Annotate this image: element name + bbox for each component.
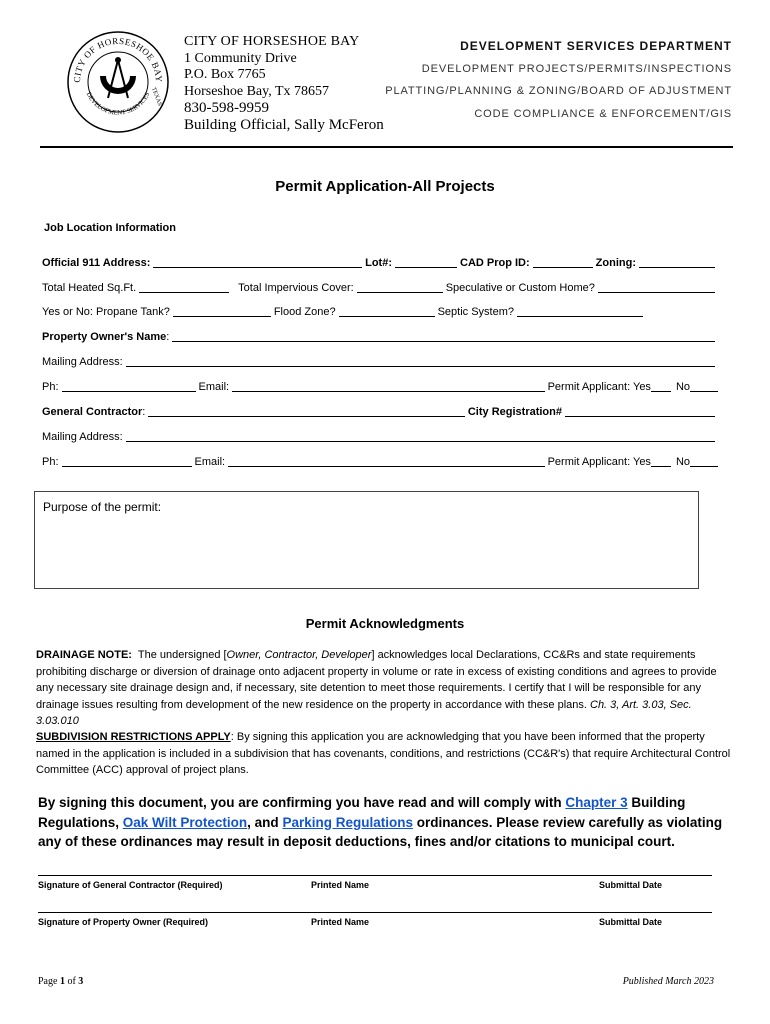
contractor-mailing-field[interactable] bbox=[126, 430, 715, 442]
owner-mailing-label: Mailing Address: bbox=[42, 356, 123, 368]
agreement-text-3: , and bbox=[247, 814, 283, 830]
owner-phone-field[interactable] bbox=[62, 380, 196, 392]
contractor-signature-line[interactable] bbox=[38, 875, 712, 876]
page-current: 1 bbox=[59, 976, 65, 987]
acknowledgments-title: Permit Acknowledgments bbox=[305, 616, 465, 631]
owner-mailing-field[interactable] bbox=[126, 355, 715, 367]
contractor-submittal-date-label: Submittal Date bbox=[599, 880, 663, 890]
heated-sqft-label: Total Heated Sq.Ft. bbox=[42, 282, 137, 294]
agreement-statement bbox=[38, 793, 738, 852]
job-location-label: Job Location Information bbox=[44, 222, 176, 234]
owner-phone-label: Ph: bbox=[42, 381, 59, 393]
propane-field[interactable] bbox=[173, 305, 271, 317]
address-line-2: P.O. Box 7765 bbox=[184, 67, 266, 82]
impervious-label: Total Impervious Cover: bbox=[238, 282, 354, 294]
yes-no-row bbox=[42, 305, 646, 318]
contractor-applicant-no-label: No bbox=[675, 456, 690, 468]
svg-text:CITY OF HORSESHOE BAY: CITY OF HORSESHOE BAY bbox=[71, 35, 165, 83]
owner-applicant-yes-label: Permit Applicant: Yes bbox=[547, 381, 651, 393]
owner-email-field[interactable] bbox=[232, 380, 545, 392]
owner-signature-label: Signature of Property Owner (Required) bbox=[38, 917, 209, 927]
department-line-4: CODE COMPLIANCE & ENFORCEMENT/GIS bbox=[474, 107, 732, 120]
flood-zone-field[interactable] bbox=[339, 305, 435, 317]
cad-label: CAD Prop ID: bbox=[460, 257, 530, 269]
square-footage-row bbox=[42, 281, 718, 294]
owner-name-row: Property Owner's Name : bbox=[42, 330, 718, 343]
contractor-label: General Contractor bbox=[42, 406, 143, 418]
zoning-label: Zoning: bbox=[595, 257, 636, 269]
contractor-contact-row bbox=[42, 455, 718, 468]
contractor-applicant-yes-field[interactable] bbox=[651, 455, 671, 467]
drainage-text-a: The undersigned [ bbox=[137, 649, 227, 661]
department-line-3: PLATTING/PLANNING & ZONING/BOARD OF ADJUSTMENT bbox=[385, 85, 732, 97]
drainage-citation: Ch. 3, Art. 3.03, Sec. 3.03.010 bbox=[36, 698, 692, 727]
department-line-2: DEVELOPMENT PROJECTS/PERMITS/INSPECTIONS bbox=[421, 62, 732, 75]
owner-applicant-no-label: No bbox=[675, 381, 690, 393]
contractor-email-label: Email: bbox=[194, 456, 226, 468]
department-block bbox=[385, 35, 732, 125]
heated-sqft-field[interactable] bbox=[139, 281, 229, 293]
parking-regulations-link[interactable]: Parking Regulations bbox=[282, 814, 413, 830]
impervious-field[interactable] bbox=[357, 281, 443, 293]
zoning-field[interactable] bbox=[639, 256, 715, 268]
purpose-textbox[interactable] bbox=[34, 491, 699, 589]
city-contact-block bbox=[184, 34, 384, 133]
svg-text:TEXAS: TEXAS bbox=[150, 86, 163, 107]
city-name: CITY OF HORSESHOE BAY bbox=[184, 34, 360, 49]
published-date: Published March 2023 bbox=[622, 976, 714, 987]
drainage-text-c: ] acknowledges local Declarations, CC&Rs and state requirements prohibiting discharge or diversion of drainage onto adjacent property in volume or rate in excess of existing conditions and agrees to provide any necessary site drainage design and, if necessary, site detention to meet those requirements. I certify that I will be responsible for any drainage issues resulting from development of the new residence on the property in accordance with these plans. bbox=[36, 649, 717, 711]
cad-field[interactable] bbox=[533, 256, 593, 268]
page-title: Permit Application-All Projects bbox=[275, 178, 495, 195]
header-divider bbox=[40, 146, 733, 148]
drainage-note bbox=[36, 647, 732, 730]
address-row bbox=[42, 256, 718, 269]
septic-label: Septic System? bbox=[437, 306, 514, 318]
owner-applicant-yes-field[interactable] bbox=[651, 380, 671, 392]
contractor-phone-field[interactable] bbox=[62, 455, 192, 467]
owner-mailing-row bbox=[42, 355, 718, 368]
purpose-label: Purpose of the permit: bbox=[43, 500, 162, 514]
speculative-label: Speculative or Custom Home? bbox=[445, 282, 595, 294]
svg-text:DEVELOPMENT SERVICES: DEVELOPMENT SERVICES bbox=[84, 91, 152, 117]
owner-email-label: Email: bbox=[198, 381, 230, 393]
city-seal-logo bbox=[66, 30, 170, 134]
address-label: Official 911 Address: bbox=[42, 257, 151, 269]
contractor-signature-label: Signature of General Contractor (Required) bbox=[38, 880, 223, 890]
page-prefix: Page bbox=[38, 976, 60, 987]
owner-name-field[interactable] bbox=[172, 330, 715, 342]
subdivision-note bbox=[36, 729, 732, 779]
agreement-text-4: ordinances. Please review carefully as violating any of these ordinances may result in deposit deductions, fines and/or citations to municipal court. bbox=[38, 814, 723, 849]
chapter-3-link[interactable]: Chapter 3 bbox=[565, 795, 628, 810]
contractor-applicant-yes-label: Permit Applicant: Yes bbox=[547, 456, 651, 468]
lot-label: Lot#: bbox=[365, 257, 392, 269]
agreement-text-2: Building Regulations, bbox=[38, 795, 686, 830]
address-line-1: 1 Community Drive bbox=[184, 50, 297, 66]
flood-zone-label: Flood Zone? bbox=[273, 306, 336, 318]
owner-contact-row bbox=[42, 380, 718, 393]
contractor-printed-name-label: Printed Name bbox=[311, 880, 370, 890]
contractor-phone-label: Ph: bbox=[42, 456, 59, 468]
contractor-applicant-no-field[interactable] bbox=[690, 455, 718, 467]
lot-field[interactable] bbox=[395, 256, 457, 268]
drainage-note-title: DRAINAGE NOTE: bbox=[36, 649, 132, 661]
building-official: Building Official, Sally McFeron bbox=[184, 116, 384, 133]
drainage-text-parties: Owner, Contractor, Developer bbox=[226, 649, 372, 661]
contractor-row: General Contractor : City Registration# bbox=[42, 405, 718, 418]
propane-label: Yes or No: Propane Tank? bbox=[42, 306, 170, 318]
subdivision-text: : By signing this application you are acknowledging that you have been informed that the property named in the application is included in a subdivision that has covenants, conditions, and restrictions (CC&R's) that require Architectural Control Committee (ACC) approval of project plans. bbox=[36, 731, 731, 776]
city-registration-label: City Registration# bbox=[467, 406, 562, 418]
contractor-email-field[interactable] bbox=[228, 455, 545, 467]
septic-field[interactable] bbox=[517, 305, 643, 317]
contractor-field[interactable] bbox=[148, 405, 465, 417]
agreement-text-1: By signing this document, you are confirming you have read and will comply with bbox=[38, 795, 566, 810]
page-of: of bbox=[64, 976, 79, 987]
owner-applicant-no-field[interactable] bbox=[690, 380, 718, 392]
page-number bbox=[38, 976, 83, 987]
owner-name-label: Property Owner's Name bbox=[42, 331, 167, 343]
owner-submittal-date-label: Submittal Date bbox=[599, 917, 663, 927]
phone-number: 830-598-9959 bbox=[184, 100, 269, 116]
contractor-mailing-label: Mailing Address: bbox=[42, 431, 123, 443]
address-line-3: Horseshoe Bay, Tx 78657 bbox=[184, 83, 330, 99]
department-name: DEVELOPMENT SERVICES DEPARTMENT bbox=[460, 39, 732, 53]
owner-signature-line[interactable] bbox=[38, 912, 712, 913]
address-field[interactable] bbox=[153, 256, 362, 268]
owner-printed-name-label: Printed Name bbox=[311, 917, 370, 927]
page-total: 3 bbox=[78, 976, 84, 987]
city-registration-field[interactable] bbox=[565, 405, 715, 417]
speculative-field[interactable] bbox=[598, 281, 715, 293]
subdivision-title: SUBDIVISION RESTRICTIONS APPLY bbox=[36, 731, 231, 743]
oak-wilt-protection-link[interactable]: Oak Wilt Protection bbox=[122, 814, 248, 830]
contractor-mailing-row bbox=[42, 430, 718, 443]
